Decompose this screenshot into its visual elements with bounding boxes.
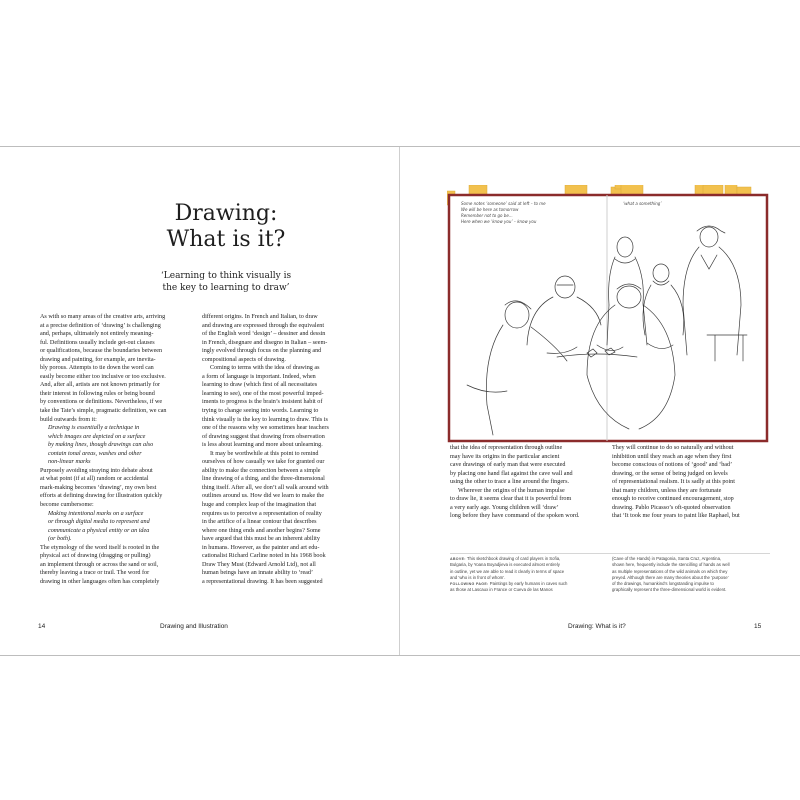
text-line: have argued that this must be an inherent ability — [202, 536, 320, 543]
text-line: a representational drawing. It has been suggested — [202, 578, 323, 585]
handwritten-note: Here when we ‘know you’ – know you — [461, 219, 537, 224]
text-line: and drawing are expressed through the equivalent — [202, 322, 325, 329]
caption-line — [450, 556, 560, 561]
text-line: an implement through or across the sand or soil, — [40, 561, 159, 568]
right-column-1 — [450, 444, 579, 521]
text-line: thereby leaving a trace or trail. The word for — [40, 570, 150, 577]
caption-text: in outline, yet we are able to read it clearly in terms of space — [450, 568, 565, 574]
text-line: They will continue to do so naturally and without — [612, 445, 734, 451]
text-line: physical act of drawing (dragging or pulling) — [40, 553, 151, 560]
text-line: Purposely avoiding straying into debate about — [40, 467, 153, 474]
text-line: that ‘It took me four years to paint like Raphael, but — [612, 513, 740, 520]
text-line: is less about learning and more about unlearning. — [202, 442, 323, 449]
caption-text: (Cave of the Hands) in Patagonia, Santa Cruz, Argentina, — [612, 556, 722, 561]
text-line: of representational realism. It is sadly at this point — [612, 479, 735, 486]
text-line: ability to make the connection between a simple — [202, 467, 321, 474]
handwritten-note: Some notes ‘someone’ said at left – to me — [461, 201, 546, 206]
text-line: mark-making becomes ‘drawing’, my own best — [40, 484, 157, 491]
quote-line: contain tonal areas, washes and other — [48, 450, 142, 457]
caption-text: of the drawings, humankind’s longstanding impulse to — [612, 581, 714, 587]
subtitle-line-2: the key to learning to draw’ — [162, 283, 290, 293]
text-line: by conventions or definitions. Nevertheless, if we — [40, 399, 163, 406]
text-line: The etymology of the word itself is rooted in the — [40, 544, 160, 551]
text-line: in the artifice of a linear contour that describes — [202, 519, 317, 526]
quote-line: by making lines, though drawings can also — [48, 442, 154, 449]
text-line: Wherever the origins of the human impulse — [458, 487, 565, 494]
caption-text: This sketchbook drawing of card players in Sofia, — [466, 556, 561, 561]
text-line: to draw lie, it seems clear that it is powerful from — [450, 496, 572, 503]
text-line: drawing. Pablo Picasso’s oft-quoted observation — [612, 504, 731, 511]
folio-title-right: Drawing: What is it? — [568, 623, 626, 630]
text-line: drawing, or the sense of being judged on levels — [612, 470, 728, 477]
text-line: drawing in other languages often has completely — [40, 578, 160, 585]
page-title — [105, 201, 347, 253]
caption-text: Bulgaria, by Yoana Boyadjieva is executed almost entirely — [450, 562, 560, 568]
text-line: of drawing suggest that drawing from observation — [202, 433, 325, 440]
quote-line: Drawing is essentially a technique in — [48, 425, 140, 432]
folio-title-left: Drawing and Illustration — [160, 623, 228, 630]
text-line: efforts at defining drawing for illustration quickly — [40, 493, 163, 500]
text-line: As with so many areas of the creative arts, arriving — [40, 314, 166, 320]
text-line: thing itself. After all, we don’t all walk around with — [202, 484, 329, 491]
text-line: iments to progress is the brain’s insistent habit of — [202, 399, 323, 406]
sketchbook-illustration — [447, 185, 769, 445]
quote-line: (or both). — [48, 536, 72, 543]
text-line: by placing one hand flat against the cave wall and — [450, 470, 573, 477]
text-line: may have its origins in the particular ancient — [450, 453, 560, 460]
text-line: And, after all, artists are not known primarily for — [40, 382, 161, 389]
handwritten-note: ‘what a something’ — [623, 201, 662, 206]
quote-line: Making intentional marks on a surface — [48, 510, 144, 517]
text-line: of the English word ‘design’ – dessiner and dessin — [202, 331, 326, 338]
folio-number-left: 14 — [38, 623, 46, 630]
text-line: bly porous. Attempts to tie down the word can — [40, 365, 154, 372]
caption-rule — [450, 553, 770, 554]
text-line: one of the reasons why we sometimes hear teachers — [202, 425, 329, 432]
caption-text: shown here, frequently include the stencilling of hands as well — [612, 562, 730, 568]
gutter — [399, 147, 400, 655]
text-line: where one thing ends and another begins? Some — [202, 527, 321, 534]
caption-tag: ABOVE: — [450, 557, 466, 561]
title-line-1: Drawing: — [174, 201, 278, 226]
caption-tag: FOLLOWING PAGE: — [450, 582, 489, 587]
caption-text: graphically represent the three-dimensional world is evident. — [612, 587, 727, 593]
quote-line: non-linear marks — [48, 459, 91, 466]
handwritten-note: Remember not to go be… — [461, 213, 513, 218]
text-line: ourselves of how casually we take for granted our — [202, 459, 325, 466]
text-line: compositional aspects of drawing. — [202, 356, 286, 363]
text-line: ful. Definitions usually include get-out clauses — [40, 339, 155, 346]
caption-text: as those at Lascaux in France or Cueva de las Manos — [450, 587, 553, 593]
text-line: different origins. In French and Italian, to draw — [202, 314, 318, 320]
caption-text: Paintings by early humans in caves such — [489, 581, 568, 587]
caption-column-2 — [612, 556, 730, 594]
text-line: long before they have command of the spoken word. — [450, 513, 580, 520]
quote-line: communicate a physical entity or an idea — [48, 527, 150, 534]
text-line: inhibition until they reach an age when they first — [612, 453, 732, 460]
quote-line: which images are depicted on a surface — [48, 433, 146, 440]
text-line: build outwards from it: — [40, 416, 97, 423]
text-line: cationalist Richard Carline noted in his 1968 book — [202, 553, 326, 560]
text-line: learning to see), one of the most powerful imped- — [202, 390, 324, 397]
text-line: ingly evolved through focus on the planning and — [202, 348, 322, 355]
text-line: trying to change seeing into words. Learning to — [202, 408, 319, 415]
caption-text: as multiple representations of the wild animals on which they — [612, 568, 728, 574]
text-line: take the Tate’s simple, pragmatic definition, we can — [40, 408, 167, 415]
text-line: become conscious of notions of ‘good’ and ‘bad’ — [612, 462, 733, 469]
text-line: in French, disegnare and disegno in Italian – seem- — [202, 339, 328, 346]
text-line: line drawing of a thing, and the three-dimensional — [202, 476, 325, 483]
text-line: learning to draw (which first of all necessitates — [202, 382, 318, 389]
folio-number-right: 15 — [754, 623, 762, 630]
left-column-1 — [40, 313, 167, 587]
handwritten-note: We will be here as tomorrow — [461, 207, 519, 212]
quote-line: or through digital media to represent and — [48, 519, 150, 526]
text-line: huge and complex leap of the imagination that — [202, 502, 317, 509]
text-line: Draw They Must (Edward Arnold Ltd), not all — [202, 561, 316, 568]
subtitle — [105, 270, 347, 294]
text-line: a form of language is important. Indeed, when — [202, 373, 316, 380]
text-line: their interest in following rules or being bound — [40, 390, 155, 397]
text-line: easily become either too inclusive or too exclusive. — [40, 373, 166, 380]
left-column-2 — [202, 313, 329, 587]
text-line: drawing and painting, for example, are inevita- — [40, 356, 156, 363]
text-line: at what point (if at all) random or accidental — [40, 476, 149, 483]
text-line: or qualifications, because the boundaries between — [40, 348, 163, 355]
text-line: at a precise definition of ‘drawing’ is challenging — [40, 322, 161, 329]
text-line: It may be worthwhile at this point to remind — [210, 450, 319, 457]
text-line: a very early age. Young children will ‘draw’ — [450, 504, 559, 511]
text-line: enough to receive continued encouragement, stop — [612, 496, 734, 503]
text-line: outlines around us. How did we learn to make the — [202, 493, 325, 500]
text-line: cave drawings of early man that were executed — [450, 462, 566, 469]
text-line: think visually is the key to learning to draw. This is — [202, 416, 328, 423]
text-line: and, perhaps, ultimately not entirely meaning- — [40, 331, 154, 338]
text-line: Coming to terms with the idea of drawing as — [210, 365, 320, 372]
text-line: in humans. However, as the painter and art edu- — [202, 544, 320, 551]
text-line: requires us to perceive a representation of reality — [202, 510, 322, 517]
text-line: that the idea of representation through outline — [450, 445, 563, 451]
text-line: using the other to trace a line around the fingers. — [450, 479, 570, 486]
subtitle-line-1: ‘Learning to think visually is — [160, 271, 292, 281]
text-line: human beings have an innate ability to ‘read’ — [202, 570, 314, 577]
right-column-2 — [612, 444, 740, 521]
caption-column-1 — [450, 556, 567, 594]
caption-text: preyed. Although there are many theories about the ‘purpose’ — [612, 574, 729, 580]
title-line-2: What is it? — [166, 227, 286, 252]
book-spread — [0, 146, 800, 656]
caption-text: and ‘who is in front of whom’. — [450, 574, 506, 580]
text-line: that many children, unless they are fortunate — [612, 487, 722, 494]
text-line: become cumbersome: — [40, 502, 94, 509]
